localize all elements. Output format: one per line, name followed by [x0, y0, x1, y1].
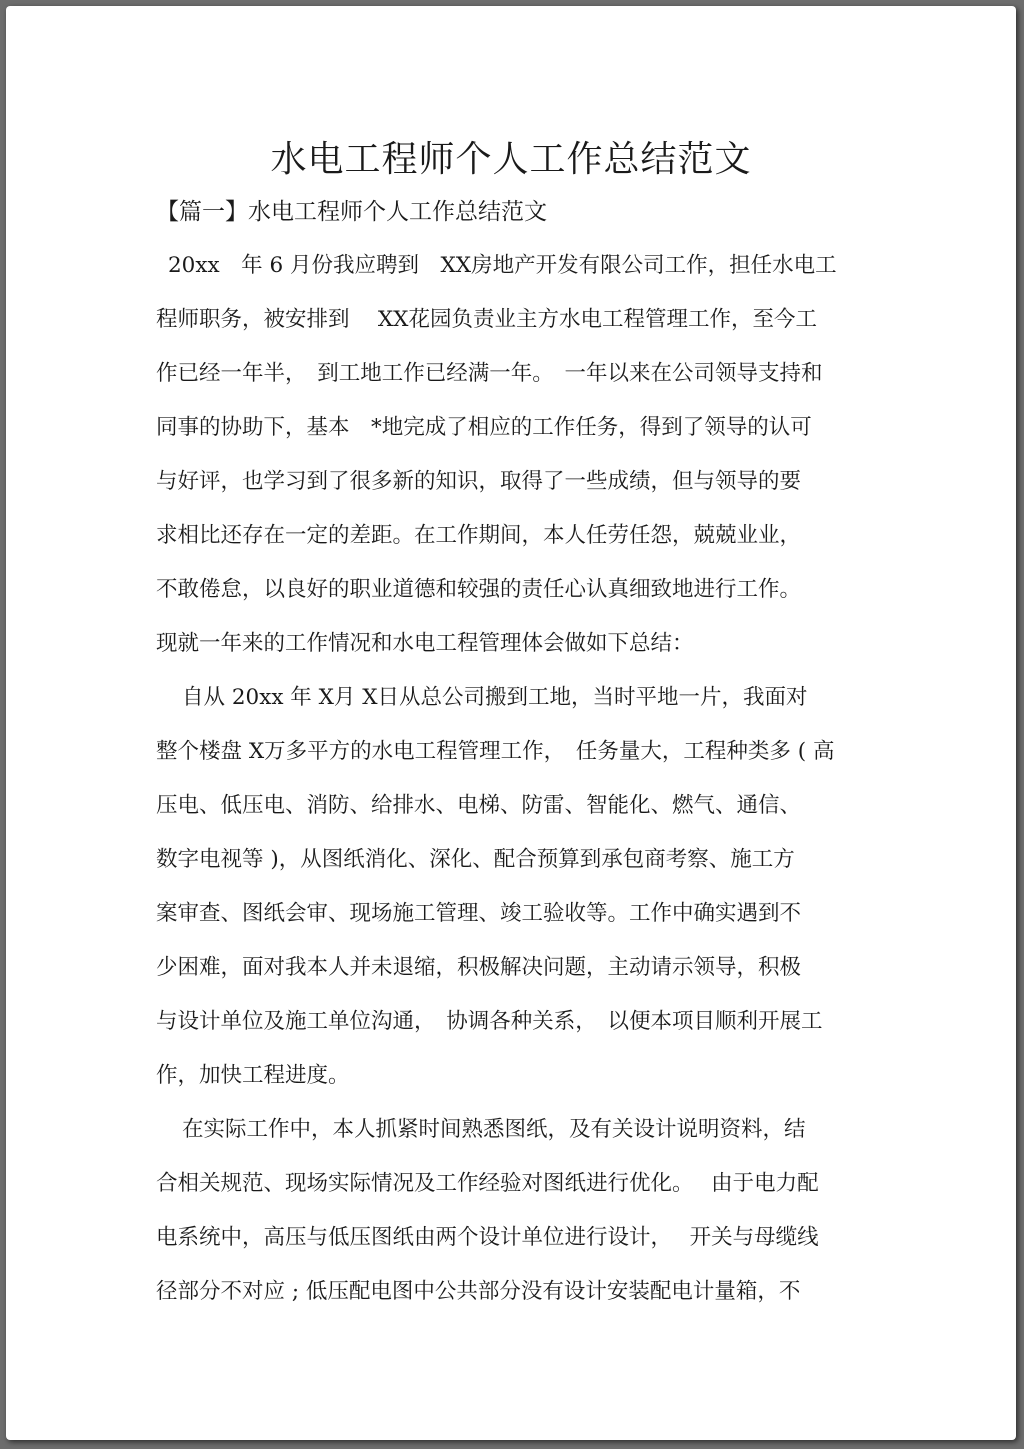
- body-line: 电系统中，高压与低压图纸由两个设计单位进行设计， 开关与母缆线: [156, 1225, 819, 1250]
- body-line: 案审查、图纸会审、现场施工管理、竣工验收等。工作中确实遇到不: [156, 901, 802, 926]
- body-line: 与设计单位及施工单位沟通， 协调各种关系， 以便本项目顺利开展工: [156, 1009, 823, 1034]
- body-line: 同事的协助下，基本 *地完成了相应的工作任务，得到了领导的认可: [156, 415, 812, 440]
- body-line: 压电、低压电、消防、给排水、电梯、防雷、智能化、燃气、通信、: [156, 793, 802, 818]
- body-line: 与好评，也学习到了很多新的知识，取得了一些成绩，但与领导的要: [156, 469, 802, 494]
- body-line: 作，加快工程进度。: [156, 1063, 350, 1088]
- body-line: 程师职务，被安排到 XX花园负责业主方水电工程管理工作，至今工: [156, 307, 817, 332]
- body-line: 合相关规范、现场实际情况及工作经验对图纸进行优化。 由于电力配: [156, 1171, 819, 1196]
- body-line: 作已经一年半， 到工地工作已经满一年。 一年以来在公司领导支持和: [156, 361, 823, 386]
- body-line: 现就一年来的工作情况和水电工程管理体会做如下总结：: [156, 631, 694, 656]
- document-title: 水电工程师个人工作总结范文: [270, 139, 752, 180]
- body-line: 少困难，面对我本人并未退缩，积极解决问题，主动请示领导，积极: [156, 955, 802, 980]
- document-page: [6, 6, 1016, 1440]
- body-line: 径部分不对应 ; 低压配电图中公共部分没有设计安装配电计量箱，不: [156, 1279, 801, 1304]
- body-line: 整个楼盘 X万多平方的水电工程管理工作， 任务量大，工程种类多 ( 高: [156, 739, 835, 764]
- document-body: [156, 246, 886, 1326]
- body-line: 自从 20xx 年 X月 X日从总公司搬到工地，当时平地一片，我面对: [182, 685, 808, 710]
- body-line: 20xx 年 6 月份我应聘到 XX房地产开发有限公司工作，担任水电工: [168, 253, 837, 278]
- section-heading: 【篇一】水电工程师个人工作总结范文: [156, 199, 547, 225]
- body-line: 不敢倦怠，以良好的职业道德和较强的责任心认真细致地进行工作。: [156, 577, 802, 602]
- body-line: 在实际工作中，本人抓紧时间熟悉图纸，及有关设计说明资料，结: [182, 1117, 806, 1142]
- body-line: 求相比还存在一定的差距。在工作期间，本人任劳任怨，兢兢业业，: [156, 523, 802, 548]
- body-line: 数字电视等 )，从图纸消化、深化、配合预算到承包商考察、施工方: [156, 847, 795, 872]
